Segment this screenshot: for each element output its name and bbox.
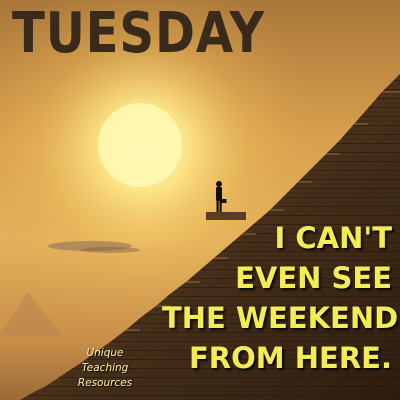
caption-line-1: I CAN'T bbox=[274, 221, 392, 255]
caption-line-2: EVEN SEE bbox=[235, 261, 392, 295]
credit-line-1: Unique bbox=[86, 347, 124, 359]
caption-line-4: FROM HERE. bbox=[189, 341, 392, 375]
credit-line-3: Resources bbox=[77, 377, 133, 389]
page-title: TUESDAY bbox=[12, 1, 266, 66]
credit-line-2: Teaching bbox=[81, 362, 129, 374]
caption-text bbox=[162, 218, 399, 378]
credit-watermark bbox=[60, 346, 150, 391]
caption-line-3: THE WEEKEND bbox=[162, 301, 399, 335]
cloud-2 bbox=[80, 247, 140, 253]
sun bbox=[98, 103, 182, 187]
